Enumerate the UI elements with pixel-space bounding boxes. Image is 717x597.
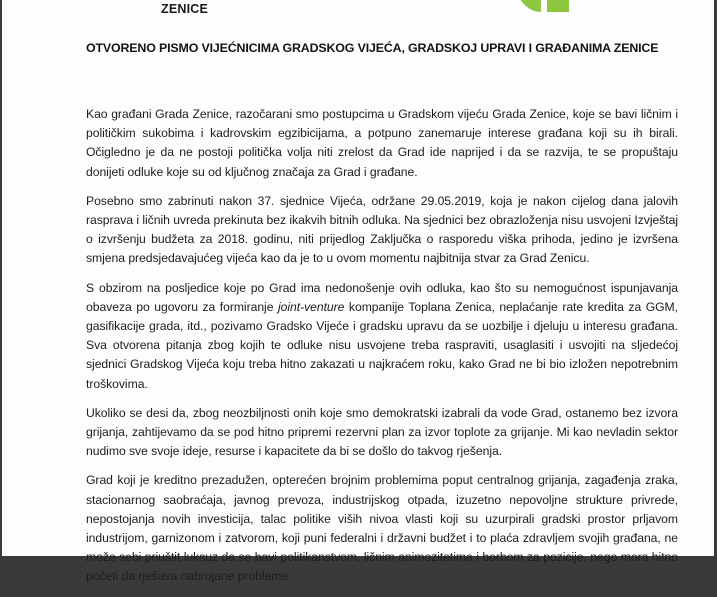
paragraph-1: Kao građani Grada Zenice, razočarani smo postupcima u Gradskom vijeću Grada Zenice, koje se bavi ličnim i političkim sukobima i kadrovskim egzibicijama, a potpuno zanemaruje interese građana koji su ih birali. Očigledno je da ne postoji politička volja niti zrelost da Grad ide naprijed i da se razvija, te se propuštaju donijeti odluke koje su od ključnog značaja za Grad i građane. xyxy=(86,107,678,179)
paragraph-3 xyxy=(86,279,678,394)
paragraph-5: Grad koji je kreditno prezadužen, opterećen brojnim problemima poput centralnog grijanja, zagađenja zraka, stacionarnog saobraćaja, javnog prevoza, industrijskog otpada, izuzetno nepovoljne strukture privrede, nepostojanja novih investicija, talac politike viših nivoa vlasti koji su uzurpirali gradski prostor prljavom industrijom, garnizonom i zatvorom, koji puni federalni i državni budžet i to plaća zdravljem svojih građana, ne može sebi priuštit luksuz da se bavi politikanstvom, ličnim animozitetima i borbom za pozicije, nego mora hitno početi da rješava nabrojane probleme. xyxy=(86,473,678,584)
paragraph-3-text-after: kompanije Toplana Zenica, neplaćanje rate kredita za GGM, gasifikacije grada, itd., pozivamo Gradsko Vijeće i gradsku upravu da se uozbilje i djeluju u interesu građana. Sva otvorena pitanja zbog kojih te odluke nisu usvojene treba raspraviti, usaglasiti i usvojiti na sljedećoj sjednici Gradskog Vijeća koju treba hitno zakazati u najkraćem roku, kako Grad ne bi bio izložen nepotrebnim troškovima. xyxy=(86,299,678,391)
paragraph-3-italic-term: joint-venture xyxy=(277,299,345,314)
paragraph-2: Posebno smo zabrinuti nakon 37. sjednice Vijeća, održane 29.05.2019, koja je nakon cijelog dana jalovih rasprava i ličnih uvreda prekinuta bez ikakvih bitnih odluka. Na sjednici bez obrazloženja nisu usvojeni Izvještaj o izvršenju budžeta za 2018. godinu, niti prijedlog Zaključka o rasporedu viška prihoda, jedino je izvršena smjena predsjedavajućeg vijeća kao da je to u ovom momentu najbitnija stvar za Grad Zenicu. xyxy=(86,193,678,266)
letter-title: OTVORENO PISMO VIJEĆNICIMA GRADSKOG VIJEĆA, GRADSKOJ UPRAVI I GRAĐANIMA ZENICE xyxy=(86,41,659,55)
organization-name: ZENICE xyxy=(161,2,209,16)
letter-body xyxy=(86,105,678,597)
document-page xyxy=(2,0,714,584)
paragraph-3-text-before: S obzirom na posljedice koje po Grad ima nedonošenje ovih odluka, kao što su nemogućnost ispunjavanja obaveza po ugovoru za formiranje xyxy=(86,280,678,314)
paragraph-4: Ukoliko se desi da, zbog neozbiljnosti onih koje smo demokratski izabrali da vode Grad, ostanemo bez izvora grijanja, zahtijevamo da se pod hitno pripremi rezervni plan za izvor toplote za grijanje. Mi kao nevladin sektor nudimo sve svoje ideje, resurse i kapacitete da bi se došlo do takvog rješenja. xyxy=(86,405,678,459)
logo-quarter-circle-shape xyxy=(513,0,541,12)
logo-square-shape xyxy=(547,0,569,12)
green-leaf-logo-icon xyxy=(513,0,573,14)
